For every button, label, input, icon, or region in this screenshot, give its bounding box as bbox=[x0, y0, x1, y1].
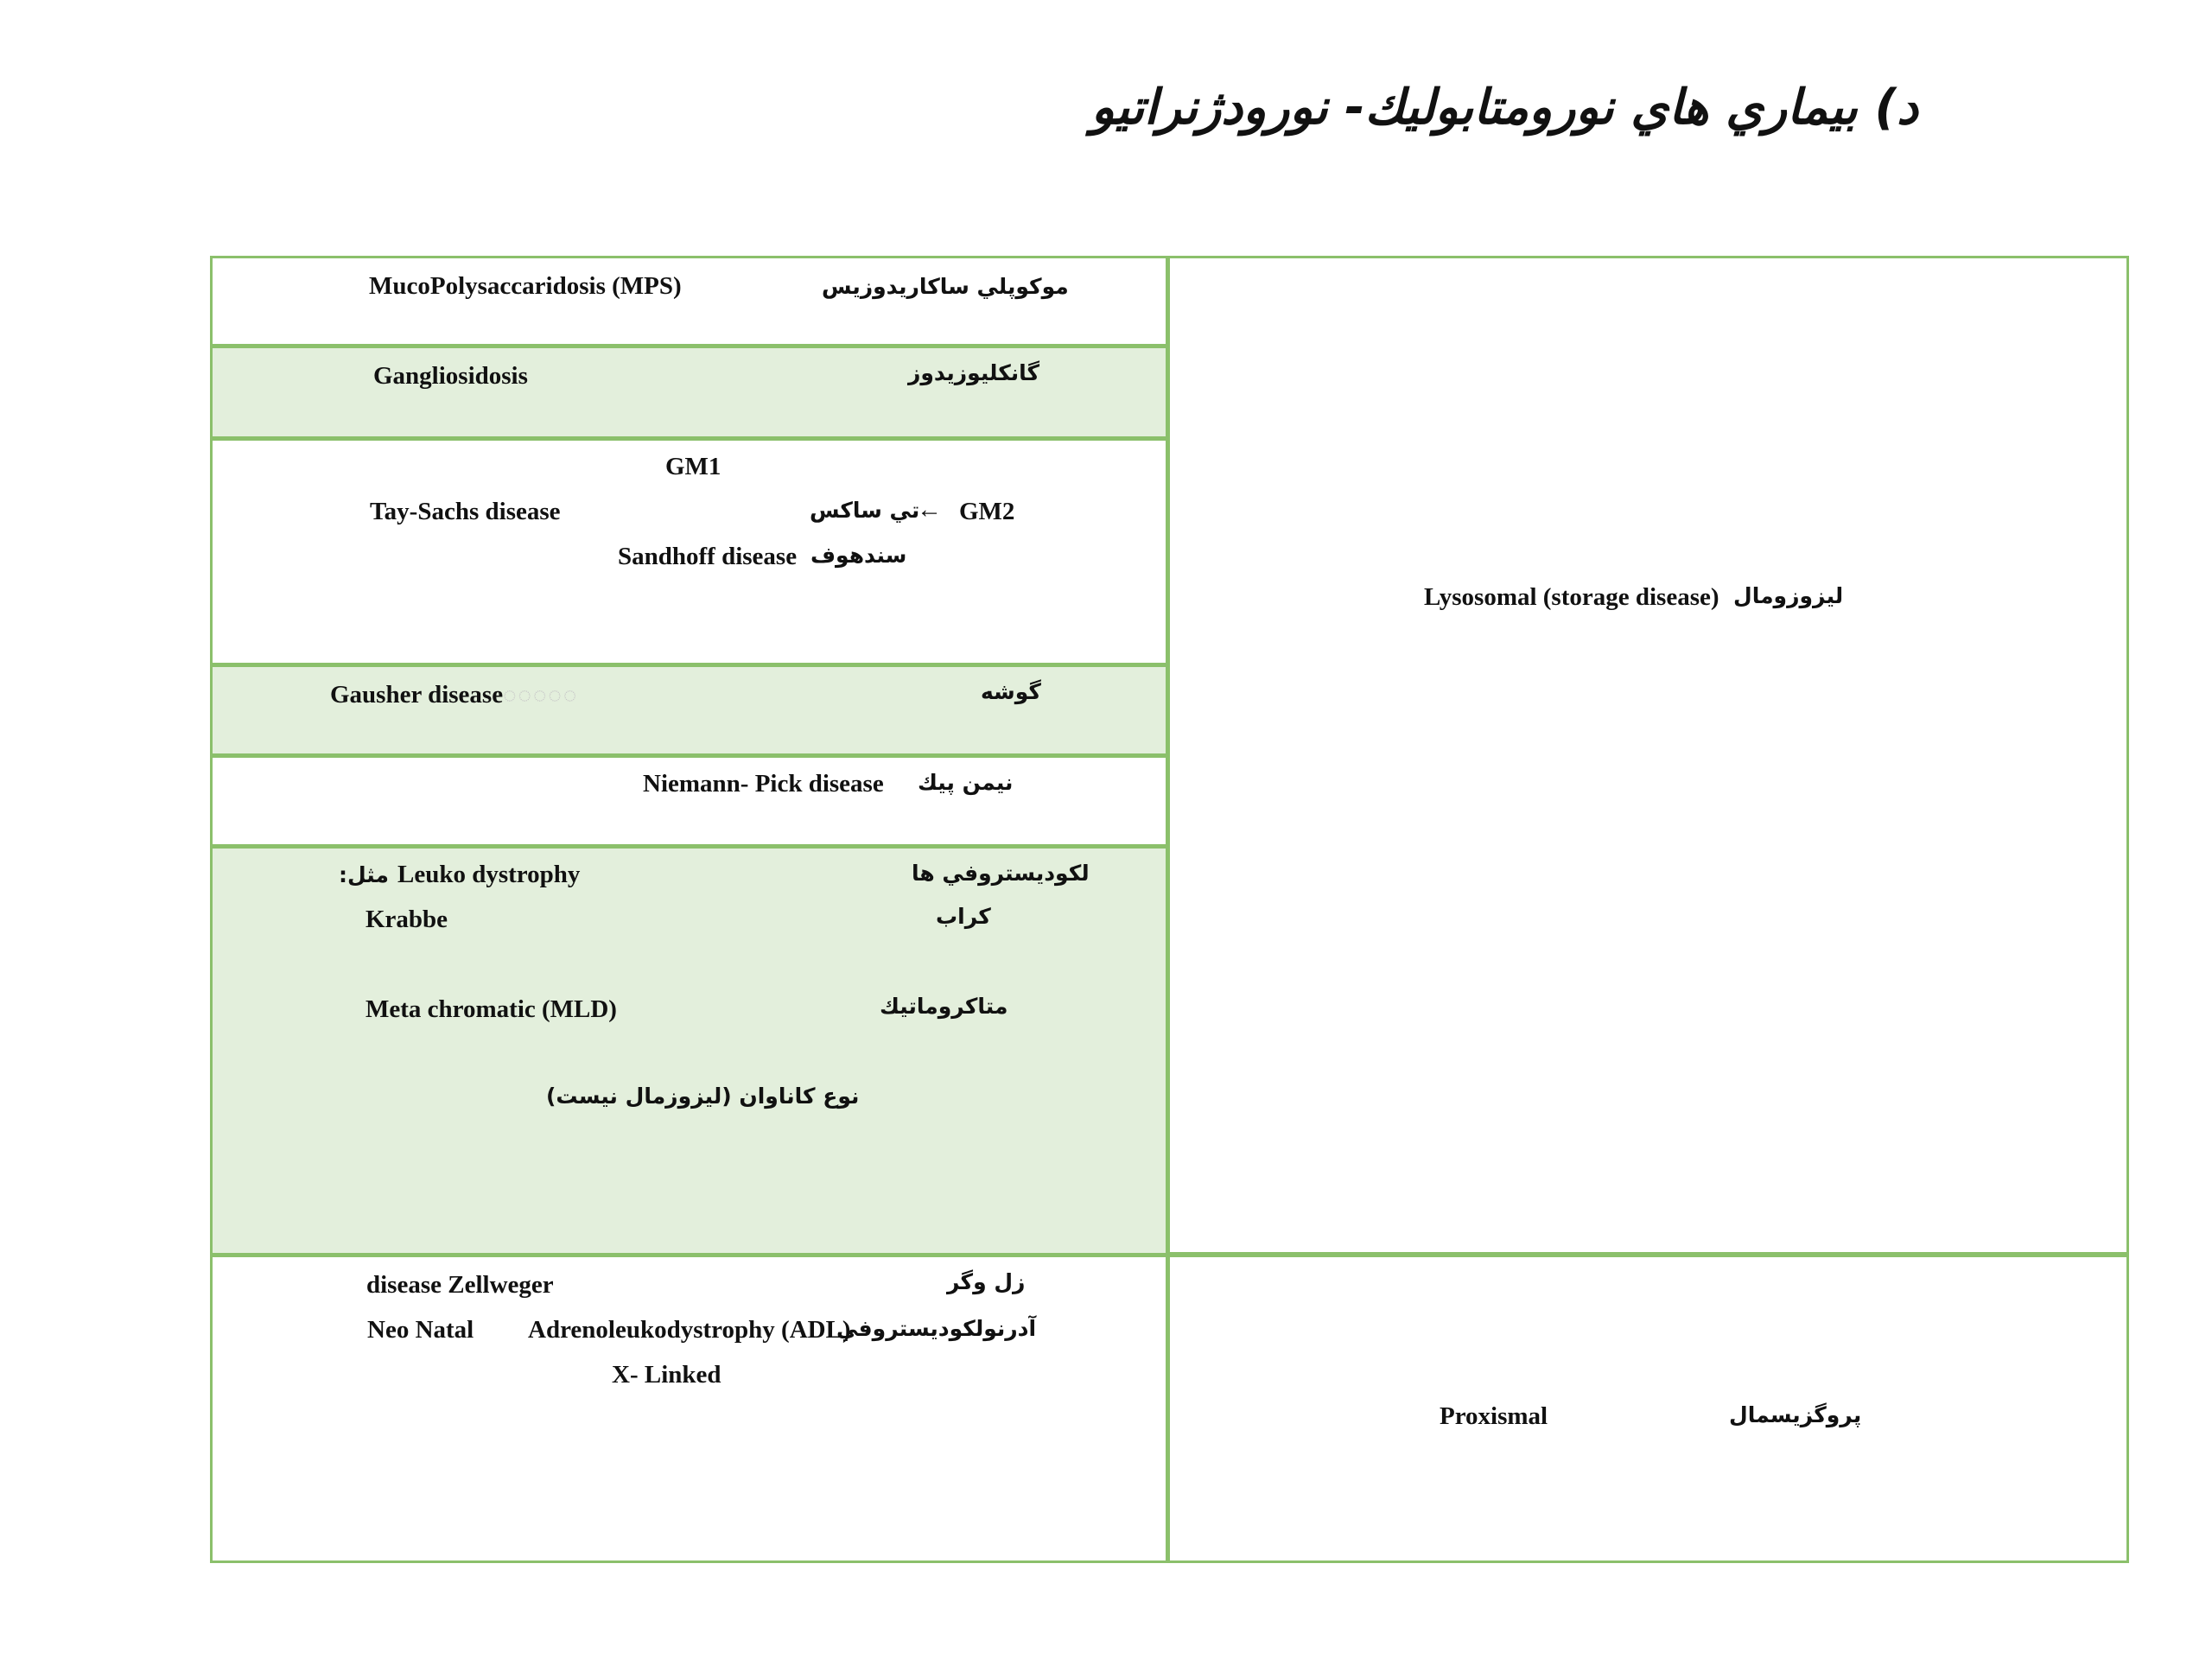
gm1-label: GM1 bbox=[665, 453, 721, 480]
gausher-label-fa: گوشه bbox=[981, 679, 1041, 704]
niemann-pick-label-en: Niemann- Pick disease bbox=[643, 770, 884, 798]
gangliosidosis-label-en: Gangliosidosis bbox=[373, 362, 528, 390]
peroxisomal-cell bbox=[210, 1255, 1168, 1563]
zellweger-label-en: disease Zellweger bbox=[366, 1271, 554, 1299]
mps-label-fa: موكوپلي ساكاريدوزيس bbox=[822, 274, 1069, 299]
zellweger-label-fa: زل وگر bbox=[947, 1269, 1026, 1294]
adl-label-fa: آدرنولكوديستروفي bbox=[836, 1316, 1037, 1341]
krabbe-label-en: Krabbe bbox=[365, 906, 448, 933]
sandhoff-label-en: Sandhoff disease bbox=[618, 543, 798, 570]
gausher-cell bbox=[210, 664, 1168, 756]
sandhoff-label-fa: سندهوف bbox=[810, 543, 907, 568]
lysosomal-label-en: Lysosomal (storage disease) bbox=[1424, 583, 1719, 611]
gm2-label: GM2 bbox=[959, 498, 1015, 525]
tay-sachs-label-en: Tay-Sachs disease bbox=[370, 498, 561, 525]
leukodystrophy-label-en: Leuko dystrophy bbox=[397, 861, 581, 888]
leukodystrophy-label-fa: لكوديستروفي ها bbox=[912, 861, 1090, 886]
lysosomal-label-fa: ليزوزومال bbox=[1733, 583, 1844, 608]
mps-cell bbox=[210, 256, 1168, 346]
gausher-label-en bbox=[330, 683, 578, 708]
x-linked-label: X- Linked bbox=[612, 1361, 721, 1389]
tay-sachs-label-fa: تي ساكس bbox=[810, 498, 920, 523]
canavan-label-fa: نوع كاناوان (ليزوزمال نيست) bbox=[546, 1084, 860, 1109]
arrow-icon: ← bbox=[917, 496, 942, 524]
gangliosidosis-label-fa: گانكليوزيدوز bbox=[908, 360, 1040, 385]
dots-placeholder-icon: ◌◌◌◌◌ bbox=[503, 683, 579, 708]
krabbe-label-fa: كراب bbox=[936, 904, 991, 929]
neonatal-label: Neo Natal bbox=[367, 1316, 474, 1344]
gm-cell bbox=[210, 438, 1168, 665]
leukodystrophy-cell bbox=[210, 846, 1168, 1255]
niemann-pick-cell bbox=[210, 755, 1168, 847]
page-title: د) بيماري هاي نورومتابوليك- نورودژنراتيو bbox=[1090, 79, 1918, 136]
mld-label-fa: متاكروماتيك bbox=[880, 994, 1008, 1019]
lysosomal-cell bbox=[1167, 256, 2129, 1255]
proxismal-label-en: Proxismal bbox=[1440, 1402, 1548, 1430]
example-label-fa: مثل: bbox=[339, 862, 389, 887]
mld-label-en: Meta chromatic (MLD) bbox=[365, 995, 617, 1023]
gausher-name: Gausher disease bbox=[330, 681, 504, 709]
gangliosidosis-cell bbox=[210, 346, 1168, 439]
adl-label-en: Adrenoleukodystrophy (ADL) bbox=[528, 1316, 851, 1344]
proxismal-label-fa: پروگزيسمال bbox=[1729, 1402, 1862, 1427]
proxismal-cell bbox=[1167, 1255, 2129, 1563]
mps-label-en: MucoPolysaccaridosis (MPS) bbox=[369, 272, 682, 300]
niemann-pick-label-fa: نيمن پيك bbox=[918, 770, 1014, 795]
